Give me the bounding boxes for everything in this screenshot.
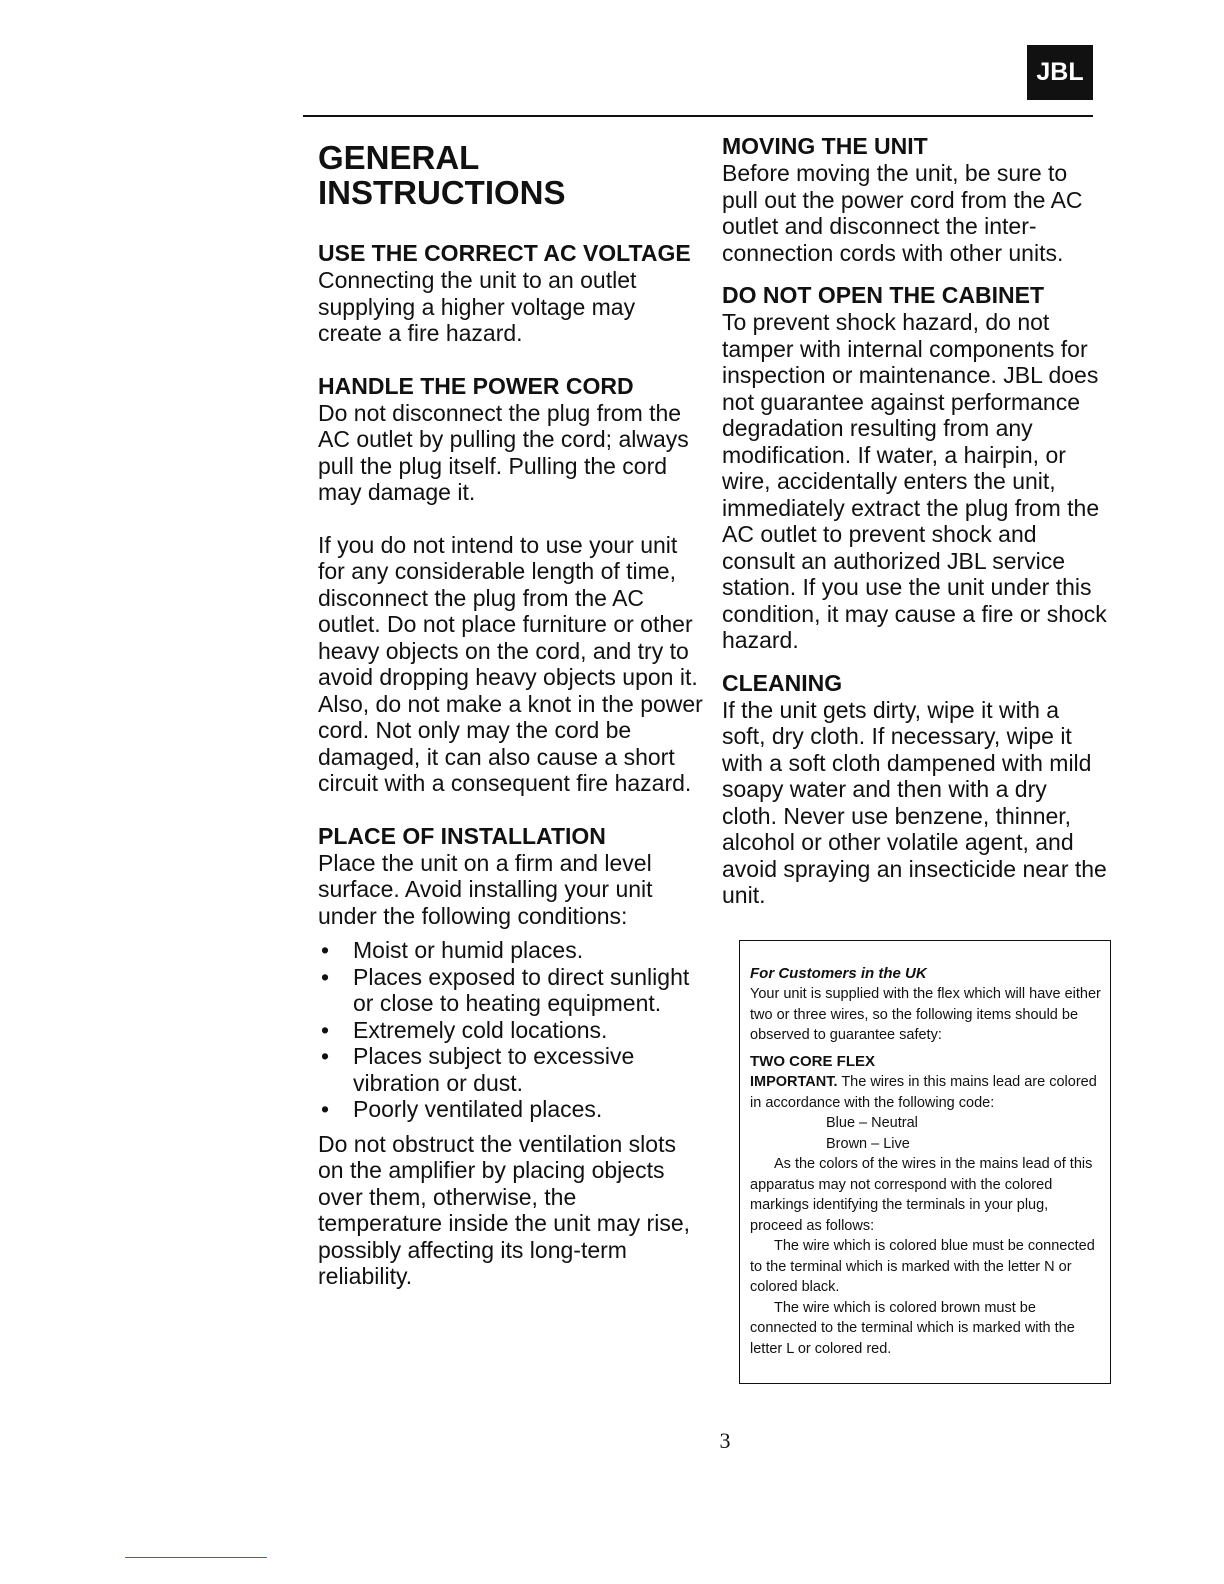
page-title: GENERAL INSTRUCTIONS: [318, 139, 566, 211]
text-cord-care: If you do not intend to use your unit for any considerable length of time, disconnect the plug from the AC outlet. Do not place furniture or other heavy objects on the cord, and try to avoid dropping heavy objects upon it. Also, do not make a knot in the power cord. Not only may the cord be damaged, it can also cause a short circuit with a consequent fire hazard.: [318, 531, 703, 796]
important-note: [750, 1072, 1102, 1113]
text-cabinet: To prevent shock hazard, do not tamper with internal components for inspection or maintenance. JBL does not guarantee against performance degradation resulting from any modification. If water, a hairpin, or wire, accidentally enters the unit, immediately extract the plug from the AC outlet to prevent shock and consult an authorized JBL service station. If you use the unit under this condition, it may cause a fire or shock hazard.: [722, 309, 1107, 653]
text-cleaning: If the unit gets dirty, wipe it with a soft, dry cloth. If necessary, wipe it with a soft cloth dampened with mild soapy water and then with a dry cloth. Never use benzene, thinner, alcohol or other volatile agent, and avoid spraying an insecticide near the unit.: [722, 696, 1107, 908]
uk-box-para-2: The wire which is colored blue must be connected to the terminal which is marked with the letter N or colored black.: [750, 1238, 1095, 1295]
list-item: • Moist or humid places.: [318, 937, 703, 964]
uk-box-para-3: The wire which is colored brown must be connected to the terminal which is marked with the letter L or colored red.: [750, 1299, 1075, 1357]
code-brown: Brown – Live: [826, 1135, 910, 1152]
heading-cleaning: CLEANING: [722, 669, 843, 696]
text-ac-voltage: Connecting the unit to an outlet supplying a higher voltage may create a fire hazard.: [318, 267, 637, 346]
text-power-cord: Do not disconnect the plug from the AC outlet by pulling the cord; always pull the plug itself. Pulling the cord may damage it.: [318, 399, 689, 505]
list-item: • Extremely cold locations.: [318, 1017, 703, 1044]
text-ventilation: Do not obstruct the ventilation slots on the amplifier by placing objects over them, otherwise, the temperature inside the unit may rise, possibly affecting its long-term reliability.: [318, 1130, 691, 1289]
page-number: 3: [719, 1428, 731, 1453]
right-column: [722, 133, 1107, 909]
heading-moving: MOVING THE UNIT: [722, 133, 928, 159]
heading-cabinet: DO NOT OPEN THE CABINET: [722, 282, 1045, 308]
two-core-flex-title: TWO CORE FLEX: [750, 1052, 875, 1070]
footer-line: [125, 1557, 267, 1558]
important-label: IMPORTANT.: [750, 1074, 838, 1090]
uk-box-para-1: As the colors of the wires in the mains lead of this apparatus may not correspond with the colored markings identifying the terminals in your plug, proceed as follows:: [750, 1156, 1093, 1234]
important-text: The wires in this mains lead are colored in accordance with the following code:: [750, 1074, 1097, 1111]
left-column: [318, 140, 703, 1290]
list-item: • Places subject to excessive vibration or dust.: [318, 1043, 703, 1096]
installation-conditions-list: [318, 937, 703, 1123]
jbl-logo: JBL: [1027, 45, 1093, 100]
uk-box-heading: For Customers in the UK: [750, 965, 927, 982]
heading-installation: PLACE OF INSTALLATION: [318, 822, 606, 849]
text-installation-intro: Place the unit on a firm and level surface. Avoid installing your unit under the following conditions:: [318, 849, 653, 929]
text-moving: Before moving the unit, be sure to pull out the power cord from the AC outlet and disconnect the inter-connection cords with other units.: [722, 160, 1083, 266]
heading-ac-voltage: USE THE CORRECT AC VOLTAGE: [318, 240, 691, 266]
uk-box-intro: Your unit is supplied with the flex which will have either two or three wires, so the following items should be observed to guarantee safety:: [750, 986, 1101, 1043]
list-item: • Poorly ventilated places.: [318, 1096, 703, 1123]
heading-power-cord: HANDLE THE POWER CORD: [318, 372, 634, 399]
uk-customers-box: [739, 940, 1111, 1384]
list-item: • Places exposed to direct sunlight or close to heating equipment.: [318, 964, 703, 1017]
header-rule: [303, 115, 1093, 117]
code-blue: Blue – Neutral: [826, 1115, 918, 1131]
